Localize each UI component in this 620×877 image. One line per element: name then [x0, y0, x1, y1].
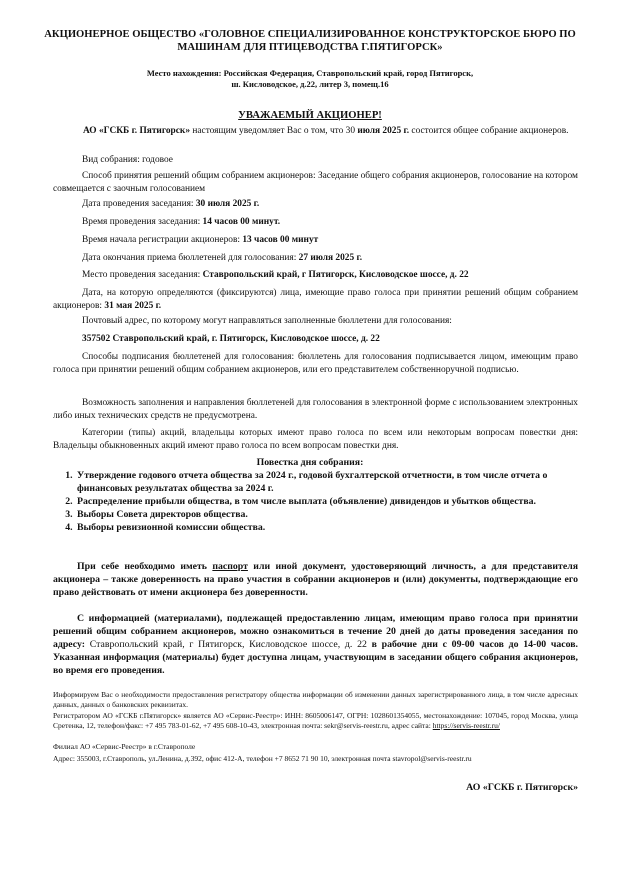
meeting-type: Вид собрания: годовое — [82, 155, 173, 165]
meeting-time-line: Время проведения заседания: 14 часов 00 минут. — [82, 217, 281, 227]
meeting-date-line: Дата проведения заседания: 30 июля 2025 г. — [82, 199, 260, 209]
postal-address-value: 357502 Ставропольский край, г. Пятигорск, Кисловодское шоссе, д. 22 — [82, 334, 380, 344]
agenda-list — [51, 469, 571, 534]
greeting: УВАЖАЕМЫЙ АКЦИОНЕР! — [238, 110, 382, 121]
meeting-place-line: Место проведения заседания: Ставропольский край, г Пятигорск, Кисловодское шоссе, д. 22 — [82, 270, 469, 280]
branch-name: Филиал АО «Сервис-Реестр» в г.Ставрополе — [53, 742, 196, 751]
agenda-item: 2. Распределение прибыли общества, в том числе выплата (объявление) дивидендов и убытков общества. — [75, 495, 571, 508]
ballot-deadline-line: Дата окончания приема бюллетеней для голосования: 27 июля 2025 г. — [82, 253, 363, 263]
location-line-1: Место нахождения: Российская Федерация, Ставропольский край, город Пятигорск, — [146, 68, 474, 78]
record-date-paragraph: Дата, на которую определяются (фиксируются) лица, имеющие право голоса при принятии решений общим собранием акционеров: 31 мая 2025 г. — [53, 288, 578, 311]
decision-method: Способ принятия решений общим собранием акционеров: Заседание общего собрания акционеров, голосование на котором совмещается с заочным голосованием — [53, 171, 578, 194]
branch-address: Адрес: 355003, г.Ставрополь, ул.Ленина, д.392, офис 412-А, телефон +7 8652 71 90 10, электронная почта stavropol@servis-reestr.ru — [53, 754, 472, 763]
electronic-paragraph: Возможность заполнения и направления бюллетеней для голосования в электронной форме с использованием электронных либо иных технических средств не предусмотрена. — [53, 398, 578, 421]
intro-paragraph: АО «ГСКБ г. Пятигорск» настоящим уведомляет Вас о том, что 30 июля 2025 г. состоится общее собрание акционеров. — [83, 126, 569, 136]
agenda-item: 3. Выборы Совета директоров общества. — [75, 508, 571, 521]
registrar-notice: Информируем Вас о необходимости предоставления регистратору общества информации об изменении данных зарегистрированного лица, в том числе адресных данных, данных о банковских реквизитах. — [53, 690, 578, 709]
company-name: АО «ГСКБ г. Пятигорск» — [83, 126, 191, 136]
agenda-item: 4. Выборы ревизионной комиссии общества. — [75, 521, 571, 534]
signature: АО «ГСКБ г. Пятигорск» — [466, 782, 578, 793]
meeting-date: июля 2025 г. — [357, 126, 410, 136]
registration-time-line: Время начала регистрации акционеров: 13 часов 00 минут — [82, 235, 319, 245]
materials-address: Ставропольский край, г Пятигорск, Кисловодское шоссе, д. 22 — [89, 639, 367, 650]
registrar-info: Регистратором АО «ГСКБ г.Пятигорск» является АО «Сервис-Реестр»: ИНН: 8605006147, ОГРН: 1028601354055, местонахождение: 107045, город Москва, улица Сретенка, 12, телефон/факс: +7 495 783-01-62, +7 495 608-10-43, электронная почта: sekr@servis-reestr.ru, адрес сайта: https://servis-reestr.ru/ — [53, 711, 578, 730]
materials-paragraph: С информацией (материалами), подлежащей предоставлению лицам, имеющим право голоса при принятии решений общим собранием акционеров, можно ознакомиться в течение 20 дней до даты проведения заседания по адресу: Ставропольский край, г Пятигорск, Кисловодское шоссе, д. 22 в рабочие дни с 09-00 часов до 14-00 часов. Указанная информация (материалы) будет доступна лицам, участвующим в заседании общего собрания акционеров, во время его проведения. — [53, 613, 579, 676]
passport-word: паспорт — [212, 561, 248, 572]
postal-address-label: Почтовый адрес, по которому могут направляться заполненные бюллетени для голосования: — [82, 316, 452, 326]
signing-paragraph: Способы подписания бюллетеней для голосования: бюллетень для голосования подписывается лицом, имеющим право голоса при принятии решений общим собранием акционеров, или его представителем собственноручной подписью. — [53, 352, 578, 375]
org-title: АКЦИОНЕРНОЕ ОБЩЕСТВО «ГОЛОВНОЕ СПЕЦИАЛИЗИРОВАННОЕ КОНСТРУКТОРСКОЕ БЮРО ПО МАШИНАМ ДЛЯ ПТИЦЕВОДСТВА Г.ПЯТИГОРСК» — [44, 29, 576, 53]
agenda-title: Повестка дня собрания: — [256, 457, 364, 468]
location-line-2: ш. Кисловодское, д.22, литер 3, помещ.16 — [231, 79, 389, 89]
share-categories-paragraph: Категории (типы) акций, владельцы которых имеют право голоса по всем или некоторым вопросам повестки дня: Владельцы обыкновенных акций имеют право голоса по всем вопросам повестки дня. — [53, 428, 578, 451]
agenda-item: 1. Утверждение годового отчета общества за 2024 г., годовой бухгалтерской отчетности, в том числе отчета о финансовых результатах общества за 2024 г. — [75, 469, 571, 495]
documents-paragraph: При себе необходимо иметь паспорт или иной документ, удостоверяющий личность, а для представителя акционера – также доверенность на право участия в собрании акционеров и (или) документы, подтверждающие его право действовать от имени акционера без доверенности. — [53, 561, 578, 598]
registrar-site-link[interactable]: https://servis-reestr.ru/ — [432, 721, 500, 730]
